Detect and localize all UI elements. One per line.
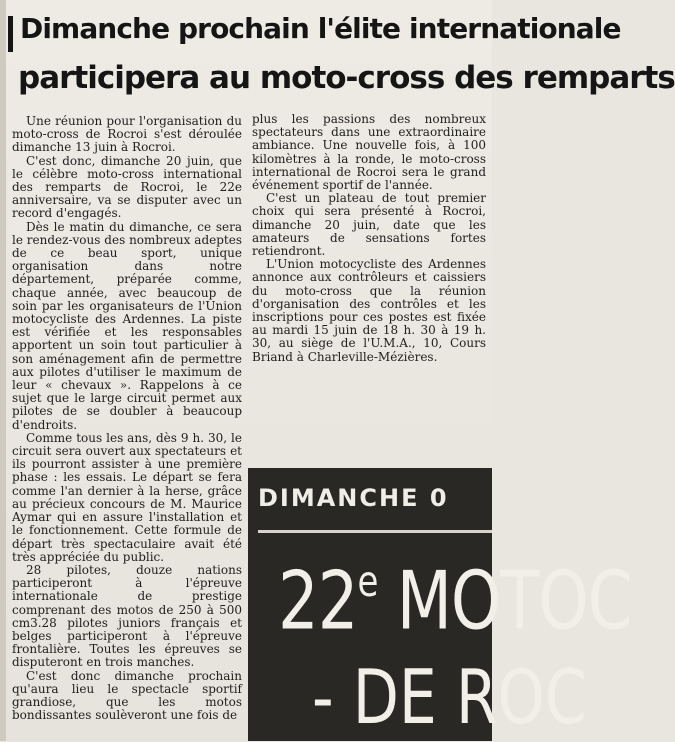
ad-number: 22 bbox=[278, 556, 358, 649]
paragraph: C'est donc, dimanche 20 juin, que le célèbre moto-cross international des remparts de Rocroi, le 22e anniversaire, va se disputer avec un record d'engagés. bbox=[12, 153, 242, 221]
headline-line-2: participera au moto-cross des remparts bbox=[18, 60, 675, 96]
paragraph: C'est un plateau de tout premier choix qui sera présenté à Rocroi, dimanche 20 juin, date que les amateurs de sensations fortes retiendront. bbox=[252, 191, 486, 259]
ad-divider bbox=[258, 530, 492, 533]
paragraph: Dès le matin du dimanche, ce sera le rendez-vous des nombreux adeptes de ce beau sport, unique organisation dans notre département, préparée comme, chaque année, avec beaucoup de soin par les organisateurs de l'Union motocycliste des Ardennes. La piste est vérifiée et les responsables apportent un soin tout particulier à son aménagement afin de permettre aux pilotes d'utiliser le maximum de leur « chevaux ». Rappelons à ce sujet que le large circuit permet aux pilotes de se doubler à beaucoup d'endroits. bbox=[12, 219, 242, 432]
ad-line-1: DIMANCHE 0 bbox=[258, 484, 449, 512]
article-column-left bbox=[12, 115, 242, 722]
ad-line-2 bbox=[278, 556, 631, 649]
ad-ordinal: e bbox=[357, 557, 378, 608]
paragraph: Une réunion pour l'organisation du moto-cross de Rocroi s'est déroulée dimanche 13 juin à Rocroi. bbox=[12, 114, 242, 155]
ad-top-margin bbox=[248, 456, 492, 468]
paragraph: C'est donc dimanche prochain qu'aura lieu le spectacle sportif grandiose, que les motos bondissantes soulèveront une fois de bbox=[12, 668, 242, 723]
ad-line-3: - DE ROC bbox=[312, 654, 587, 742]
headline-line-1: Dimanche prochain l'élite internationale bbox=[20, 12, 621, 45]
article-column-right bbox=[252, 113, 486, 364]
paragraph: L'Union motocycliste des Ardennes annonce aux contrôleurs et caissiers du moto-cross que la réunion d'organisation des contrôles et les inscriptions pour ces postes est fixée au mardi 15 juin de 18 h. 30 à 19 h. 30, au siège de l'U.M.A., 10, Cours Briand à Charleville-Mézières. bbox=[252, 257, 486, 364]
ad-event-word: MOTOC bbox=[377, 556, 632, 649]
paragraph: plus les passions des nombreux spectateurs dans une extraordinaire ambiance. Une nouvelle fois, à 100 kilomètres à la ronde, le moto-cross international de Rocroi sera le grand événement sportif de l'année. bbox=[252, 112, 486, 193]
advertisement-panel bbox=[248, 456, 632, 742]
headline-rule bbox=[8, 16, 13, 52]
clipping-edge bbox=[0, 0, 6, 741]
paragraph: 28 pilotes, douze nations participeront à l'épreuve internationale de prestige comprenant des motos de 250 à 500 cm3.28 pilotes juniors français et belges participeront à l'épreuve frontalière. Toutes les épreuves se disputeront en trois manches. bbox=[12, 562, 242, 670]
paragraph: Comme tous les ans, dès 9 h. 30, le circuit sera ouvert aux spectateurs et ils pourront assister à une première phase : les essais. Le départ se fera comme l'an dernier à la herse, grâce au précieux concours de M. Maurice Aymar qui en assure l'installation et le fonctionnement. Cette formule de départ très spectaculaire avait été très appréciée du public. bbox=[12, 430, 242, 564]
